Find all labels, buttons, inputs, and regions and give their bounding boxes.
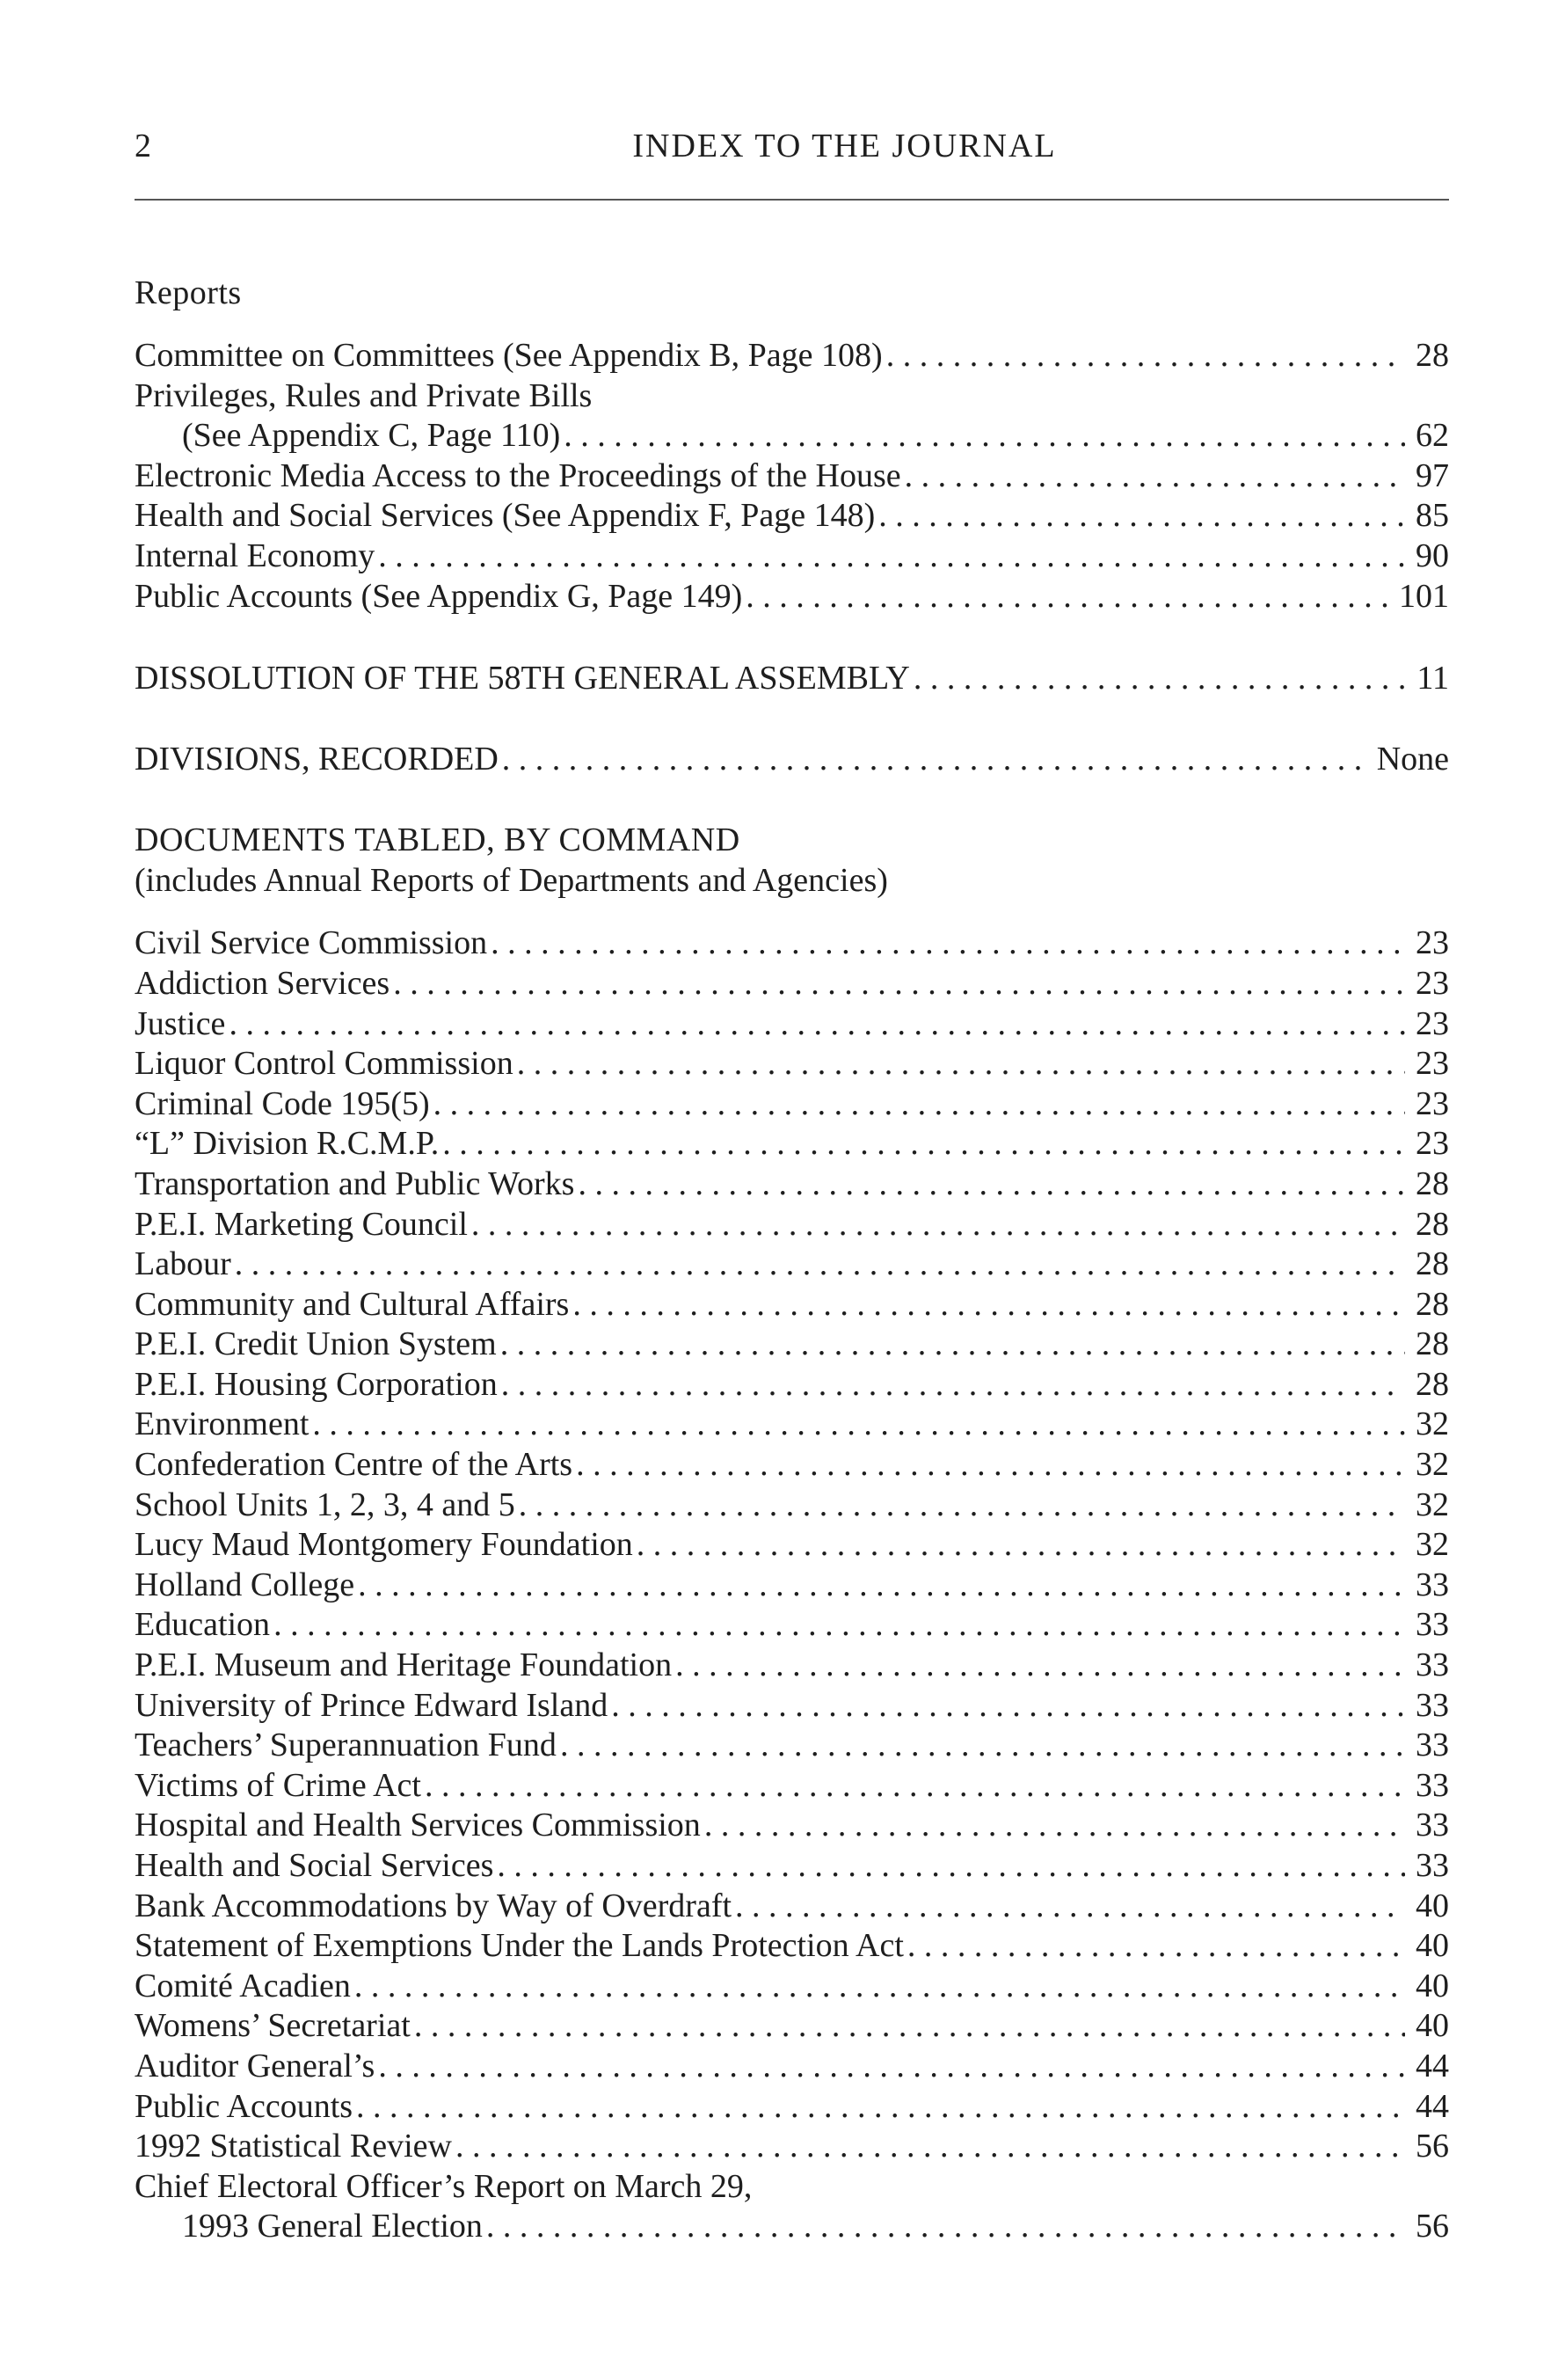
index-entry (135, 456, 1449, 497)
dot-leader (358, 1566, 1405, 1606)
entry-text: Electronic Media Access to the Proceedings of the House (135, 456, 901, 494)
index-entry (135, 1646, 1449, 1686)
entry-text: DIVISIONS, RECORDED (135, 740, 499, 778)
entry-page: 33 (1416, 1606, 1449, 1644)
running-head (135, 114, 1449, 167)
entry-text: Addiction Services (135, 964, 390, 1002)
entry-page: 28 (1416, 337, 1449, 374)
index-entry (135, 1967, 1449, 2007)
page-number: 2 (135, 128, 152, 164)
entry-text: Public Accounts (135, 2087, 353, 2125)
entry-text: Victims of Crime Act (135, 1766, 421, 1804)
entry-page: 33 (1416, 1807, 1449, 1844)
dot-leader (564, 416, 1405, 456)
index-entry (135, 1405, 1449, 1445)
dot-leader (502, 740, 1368, 780)
entry-page: 32 (1416, 1486, 1449, 1523)
dot-leader (356, 2087, 1405, 2128)
entry-text: 1992 Statistical Review (135, 2128, 452, 2165)
entry-page: 23 (1416, 1045, 1449, 1083)
dot-leader (486, 2207, 1405, 2247)
entry-text: Hospital and Health Services Commission (135, 1807, 701, 1844)
dot-leader (433, 1084, 1405, 1125)
entry-text: P.E.I. Museum and Heritage Foundation (135, 1646, 673, 1684)
entry-page: 23 (1416, 964, 1449, 1002)
dot-leader (471, 1205, 1405, 1245)
index-entry (135, 336, 1449, 376)
dot-leader (354, 1967, 1405, 2007)
entry-text: Education (135, 1606, 271, 1644)
dot-leader (576, 1445, 1405, 1486)
entry-text: Labour (135, 1245, 231, 1283)
entry-page: 85 (1416, 497, 1449, 535)
index-entry (135, 1525, 1449, 1566)
entry-page: 23 (1416, 924, 1449, 962)
entry-page: 28 (1416, 1285, 1449, 1323)
dot-leader (414, 2006, 1405, 2047)
entry-page: 33 (1416, 1686, 1449, 1724)
page-title: INDEX TO THE JOURNAL (632, 128, 1057, 164)
entry-text: Health and Social Services (135, 1847, 494, 1884)
entry-page: 32 (1416, 1405, 1449, 1443)
entry-text: 1993 General Election (182, 2208, 483, 2245)
documents-list (135, 924, 1449, 2247)
dot-leader (378, 2047, 1405, 2087)
entry-page: 56 (1416, 2208, 1449, 2245)
entry-text: Public Accounts (See Appendix G, Page 149) (135, 577, 743, 615)
index-entry (135, 1726, 1449, 1766)
index-entry (135, 1926, 1449, 1967)
index-entry (135, 2006, 1449, 2047)
dot-leader (611, 1686, 1405, 1727)
entry-page: None (1376, 740, 1449, 778)
dot-leader (497, 1846, 1405, 1887)
entry-text-line1: Chief Electoral Officer’s Report on March 29, (135, 2167, 753, 2205)
index-entry (135, 2127, 1449, 2167)
dot-leader (517, 1044, 1405, 1084)
index-entry (135, 1365, 1449, 1405)
index-entry (135, 1285, 1449, 1325)
dot-leader (675, 1646, 1405, 1686)
index-entry (135, 2207, 1449, 2247)
entry-page: 28 (1416, 1365, 1449, 1403)
entry-text: Civil Service Commission (135, 924, 488, 962)
entry-text: “L” Division R.C.M.P. (135, 1125, 440, 1163)
entry-text: University of Prince Edward Island (135, 1686, 608, 1724)
index-entry (135, 2047, 1449, 2087)
index-entry (135, 924, 1449, 964)
entry-text: (See Appendix C, Page 110) (182, 417, 561, 455)
index-entry (135, 964, 1449, 1004)
index-entry (135, 659, 1449, 699)
dot-leader (378, 537, 1405, 577)
entry-page: 44 (1416, 2047, 1449, 2084)
dot-leader (560, 1726, 1405, 1766)
index-entry (135, 740, 1449, 780)
dot-leader (312, 1405, 1405, 1445)
index-entry (135, 1766, 1449, 1807)
documents-heading: DOCUMENTS TABLED, BY COMMAND (135, 821, 740, 859)
dot-leader (501, 1365, 1405, 1405)
dot-leader (425, 1766, 1405, 1807)
entry-text: Committee on Committees (See Appendix B, Page 108) (135, 337, 883, 374)
entry-page: 33 (1416, 1566, 1449, 1603)
dot-leader (393, 964, 1405, 1004)
dot-leader (735, 1887, 1405, 1927)
entry-text: Health and Social Services (See Appendix F, Page 148) (135, 497, 876, 535)
entry-text: Internal Economy (135, 537, 375, 574)
index-entry (135, 1004, 1449, 1045)
entry-text: Statement of Exemptions Under the Lands Protection Act (135, 1927, 904, 1965)
dot-leader (235, 1245, 1405, 1285)
entry-page: 44 (1416, 2087, 1449, 2125)
entry-page: 62 (1416, 417, 1449, 455)
entry-page: 33 (1416, 1646, 1449, 1684)
dot-leader (578, 1164, 1405, 1205)
dot-leader (491, 924, 1405, 964)
index-entry (135, 2087, 1449, 2128)
reports-heading: Reports (135, 274, 242, 311)
index-entry (135, 1486, 1449, 1526)
entry-text: Confederation Centre of the Arts (135, 1446, 573, 1484)
dot-leader (704, 1806, 1405, 1846)
dot-leader (273, 1605, 1405, 1646)
dot-leader (746, 577, 1390, 617)
dot-leader (637, 1525, 1405, 1566)
entry-page: 101 (1399, 577, 1449, 615)
divisions-section (135, 740, 1449, 780)
dot-leader (905, 456, 1405, 497)
entry-text: Justice (135, 1004, 226, 1042)
index-entry (135, 1325, 1449, 1365)
entry-text: School Units 1, 2, 3, 4 and 5 (135, 1486, 515, 1523)
dot-leader (442, 1124, 1405, 1164)
index-entry (135, 1887, 1449, 1927)
index-entry (135, 496, 1449, 537)
dot-leader (455, 2127, 1405, 2167)
entry-text: Bank Accommodations by Way of Overdraft (135, 1887, 732, 1924)
entry-page: 32 (1416, 1526, 1449, 1564)
entry-page: 32 (1416, 1446, 1449, 1484)
dot-leader (878, 496, 1405, 537)
dot-leader (500, 1325, 1405, 1365)
index-entry (135, 1445, 1449, 1486)
index-entry (135, 1084, 1449, 1125)
entry-text: Teachers’ Superannuation Fund (135, 1727, 557, 1764)
entry-text: Comité Acadien (135, 1967, 351, 2004)
entry-page: 28 (1416, 1245, 1449, 1283)
entry-page: 28 (1416, 1325, 1449, 1363)
dot-leader (886, 336, 1405, 376)
dot-leader (572, 1285, 1405, 1325)
index-entry (135, 577, 1449, 617)
entry-page: 40 (1416, 1967, 1449, 2004)
index-entry (135, 1044, 1449, 1084)
entry-page: 33 (1416, 1766, 1449, 1804)
dissolution-section (135, 659, 1449, 699)
documents-section (135, 820, 1449, 2247)
entry-page: 40 (1416, 2007, 1449, 2045)
index-entry (135, 416, 1449, 456)
index-entry (135, 1605, 1449, 1646)
index-entry (135, 1245, 1449, 1285)
entry-text: Lucy Maud Montgomery Foundation (135, 1526, 633, 1564)
entry-page: 40 (1416, 1887, 1449, 1924)
dot-leader (914, 659, 1405, 699)
entry-text: Holland College (135, 1566, 355, 1603)
reports-list (135, 336, 1449, 617)
entry-page: 23 (1416, 1004, 1449, 1042)
entry-text: P.E.I. Housing Corporation (135, 1365, 498, 1403)
entry-text: Community and Cultural Affairs (135, 1285, 570, 1323)
entry-text: Liquor Control Commission (135, 1045, 513, 1083)
entry-text: Transportation and Public Works (135, 1164, 575, 1202)
entry-page: 90 (1416, 537, 1449, 574)
entry-page: 28 (1416, 1164, 1449, 1202)
dot-leader (519, 1486, 1405, 1526)
index-entry (135, 1164, 1449, 1205)
entry-text: P.E.I. Marketing Council (135, 1205, 468, 1243)
index-entry (135, 1205, 1449, 1245)
index-entry (135, 537, 1449, 577)
entry-page: 33 (1416, 1847, 1449, 1884)
entry-text: Environment (135, 1405, 309, 1443)
entry-page: 56 (1416, 2128, 1449, 2165)
journal-index-page (135, 114, 1449, 2247)
entry-page: 40 (1416, 1927, 1449, 1965)
entry-page: 33 (1416, 1727, 1449, 1764)
index-entry (135, 1686, 1449, 1727)
entry-text: DISSOLUTION OF THE 58TH GENERAL ASSEMBLY (135, 660, 910, 697)
entry-page: 97 (1416, 456, 1449, 494)
entry-text: Auditor General’s (135, 2047, 375, 2084)
index-entry (135, 1124, 1449, 1164)
entry-text: Criminal Code 195(5) (135, 1084, 430, 1122)
header-rule (135, 199, 1449, 201)
entry-text: Womens’ Secretariat (135, 2007, 411, 2045)
entry-text: P.E.I. Credit Union System (135, 1325, 497, 1363)
reports-section (135, 273, 1449, 617)
dot-leader (907, 1926, 1405, 1967)
index-entry (135, 1806, 1449, 1846)
entry-page: 28 (1416, 1205, 1449, 1243)
entry-page: 23 (1416, 1125, 1449, 1163)
entry-page: 23 (1416, 1084, 1449, 1122)
index-entry (135, 1566, 1449, 1606)
dot-leader (229, 1004, 1405, 1045)
entry-text-line1: Privileges, Rules and Private Bills (135, 376, 593, 414)
documents-subheading: (includes Annual Reports of Departments and Agencies) (135, 862, 888, 900)
index-entry (135, 1846, 1449, 1887)
entry-page: 11 (1416, 660, 1449, 697)
